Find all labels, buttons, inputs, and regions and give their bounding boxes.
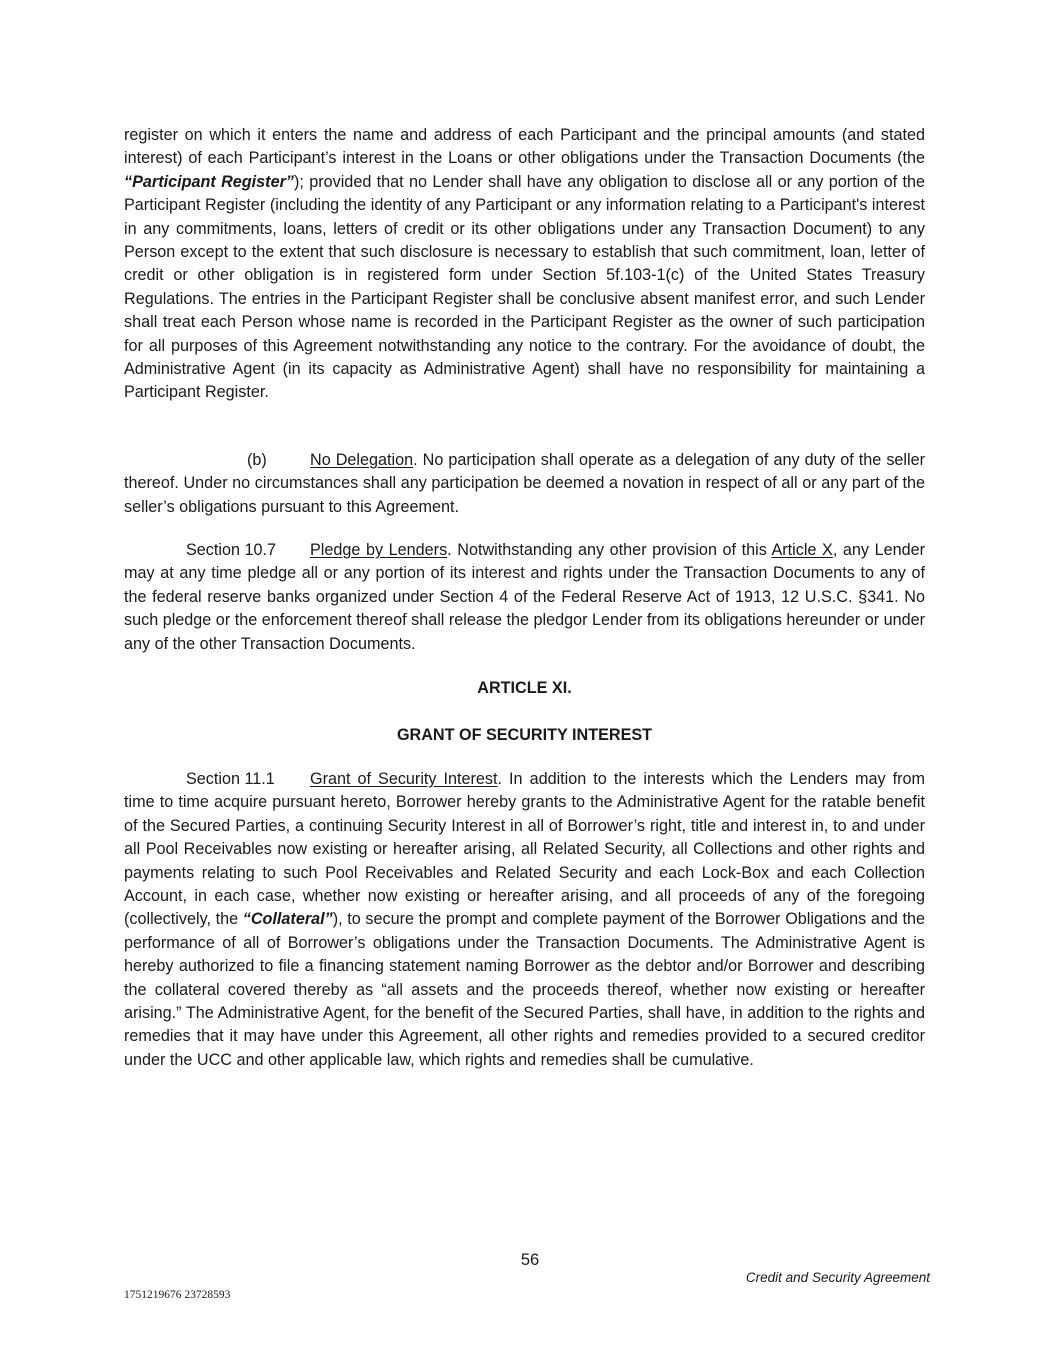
section-10-7-paragraph <box>124 539 925 656</box>
defined-term: “Collateral” <box>242 910 333 929</box>
article-number-heading: ARTICLE XI. <box>477 679 572 697</box>
article-title-heading: GRANT OF SECURITY INTEREST <box>396 726 653 744</box>
paragraph-text: . In addition to the interests which the Lenders may from time to time acquire pursuant hereto, Borrower hereby grants to the Administrative Agent for the ratable benefit of the Secured Parties, a continuing Security Interest in all of Borrower’s right, title and interest in, to and under all Pool Receivables now existing or hereafter arising, all Related Security, all Collections and other rights and payments relating to such Pool Receivables and Related Security and each Lock-Box and each Collection Account, in each case, whether now existing or hereafter arising, and all proceeds of any of the foregoing (collectively, the <box>124 770 926 929</box>
document-id-footer: 1751219676 23728593 <box>124 1289 231 1301</box>
paragraph-text: ); provided that no Lender shall have any obligation to disclose all or any portion of the Participant Register (including the identity of any Participant or any information relating to a Participant's interest in any commitments, loans, letters of credit or its other obligations under any Transaction Document) to any Person except to the extent that such disclosure is necessary to establish that such commitment, loan, letter of credit or other obligation is in registered form under Section 5f.103-1(c) of the United States Treasury Regulations. The entries in the Participant Register shall be conclusive absent manifest error, and such Lender shall treat each Person whose name is recorded in the Participant Register as the owner of such participation for all purposes of this Agreement notwithstanding any notice to the contrary. For the avoidance of doubt, the Administrative Agent (in its capacity as Administrative Agent) shall have no responsibility for maintaining a Participant Register. <box>124 172 925 402</box>
section-number: Section 10.7 <box>186 541 276 559</box>
page-number: 56 <box>520 1251 540 1269</box>
no-delegation-paragraph <box>124 449 925 519</box>
underlined-caption: Pledge by Lenders <box>310 541 448 559</box>
underlined-caption: Article X <box>771 541 833 559</box>
underlined-caption: No Delegation <box>310 451 414 469</box>
paragraph-text: , any Lender may at any time pledge all or any portion of its interest and rights under the Transaction Documents to any of the federal reserve banks organized under Section 4 of the Federal Reserve Act of 1913, 12 U.S.C. §341. No such pledge or the enforcement thereof shall release the pledgor Lender from its obligations hereunder or under any of the other Transaction Documents. <box>124 541 926 653</box>
paragraph-text: ), to secure the prompt and complete payment of the Borrower Obligations and the performance of all of Borrower’s obligations under the Transaction Documents. The Administrative Agent is hereby authorized to file a financing statement naming Borrower as the debtor and/or Borrower and describing the collateral covered thereby as “all assets and the proceeds thereof, whether now existing or hereafter arising.” The Administrative Agent, for the benefit of the Secured Parties, shall have, in addition to the rights and remedies that it may have under this Agreement, all other rights and remedies provided to a secured creditor under the UCC and other applicable law, which rights and remedies shall be cumulative. <box>124 910 925 1069</box>
paragraph-text: . Notwithstanding any other provision of this <box>447 541 772 559</box>
subsection-label: (b) <box>247 451 267 469</box>
defined-term: “Participant Register” <box>124 172 294 191</box>
section-number: Section 11.1 <box>186 770 275 788</box>
section-11-1-paragraph <box>124 768 925 1072</box>
document-title-footer: Credit and Security Agreement <box>745 1270 930 1285</box>
participant-register-paragraph <box>124 124 925 405</box>
paragraph-text: . No participation shall operate as a delegation of any duty of the seller thereof. Under no circumstances shall any participation be deemed a novation in respect of all or any part of the seller’s obligations pursuant to this Agreement. <box>124 451 926 516</box>
underlined-caption: Grant of Security Interest <box>310 770 498 788</box>
paragraph-text: register on which it enters the name and address of each Participant and the principal amounts (and stated interest) of each Participant’s interest in the Loans or other obligations under the Transaction Documents (the <box>124 126 925 168</box>
